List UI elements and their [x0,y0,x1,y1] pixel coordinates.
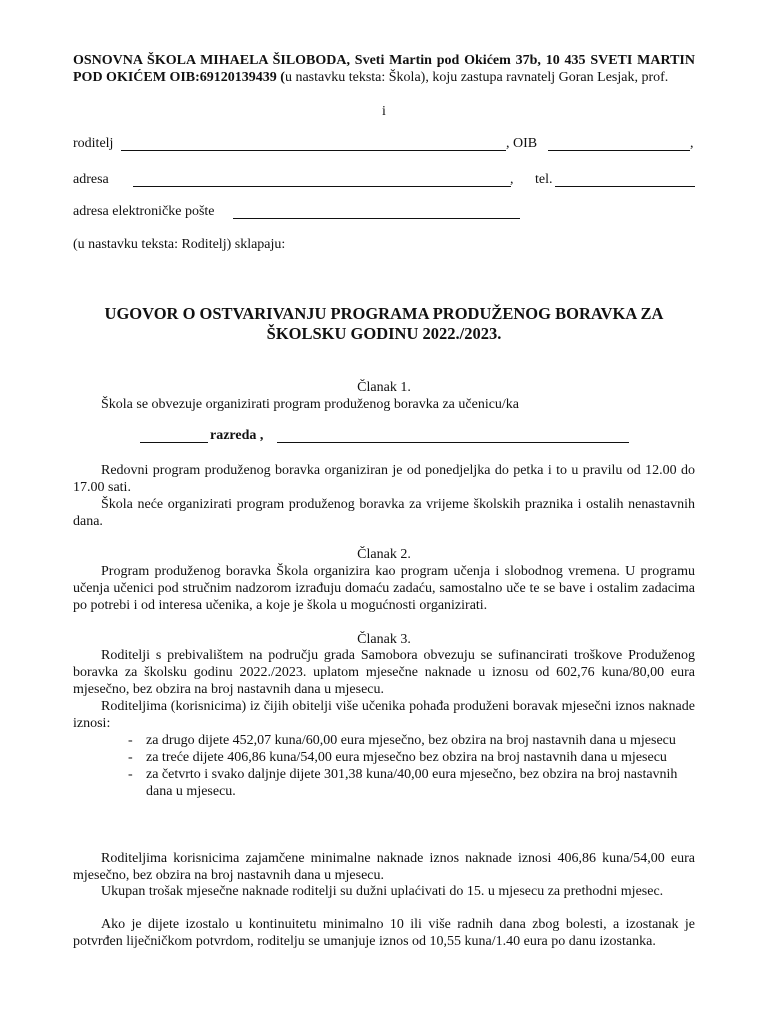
email-label: adresa elektroničke pošte [73,204,215,219]
oib-comma: , [690,136,694,151]
list-item [128,749,688,766]
list-bullet: - [128,767,133,782]
article-2-heading: Članak 2. [357,547,411,562]
list-item-text: za drugo dijete 452,07 kuna/60,00 eura mjesečno, bez obzira na broj nastavnih dana u mjesecu [146,733,676,748]
list-bullet: - [128,750,133,765]
list-item [128,732,688,749]
email-row [73,204,703,222]
student-class-row [73,428,703,446]
list-item-text: za treće dijete 406,86 kuna/54,00 eura mjesečno bez obzira na broj nastavnih dana u mjesecu [146,750,667,765]
title-line-2: ŠKOLSKU GODINU 2022./2023. [266,324,502,343]
article-3-p3: Roditeljima korisnicima zajamčene minimalne naknade iznos naknade iznosi 406,86 kuna/54,00 eura mjesečno, bez obzira na broj nastavnih dana u mjesecu. [73,851,695,883]
parent-oib-row [73,136,703,154]
list-item [128,766,688,800]
email-field[interactable] [233,218,520,219]
article-3-p5: Ako je dijete izostalo u kontinuitetu minimalno 10 ili više radnih dana zbog bolesti, a izostanak je potvrđen liječničkom potvrdom, roditelju se umanjuje iznos od 10,55 kuna/1.40 eura po danu izostanka. [73,917,695,949]
parent-name-field[interactable] [121,150,506,151]
phone-label: tel. [535,172,553,187]
conjunction-line [73,103,695,120]
article-2-p1: Program produženog boravka Škola organizira kao program učenja i slobodnog vremena. U programu učenja učenici pod stručnim nadzorom izrađuju domaću zadaću, samostalno uče te se bave i ostalim zadacima po potrebi i od interesa učenika, a koje je škola u mogućnosti organizirati. [73,564,695,613]
discount-list [128,732,688,800]
contract-title [60,304,708,344]
class-field[interactable] [140,442,208,443]
school-name-bold: OSNOVNA ŠKOLA MIHAELA ŠILOBODA, Sveti Martin pod Okićem 37b, 10 435 SVETI MARTIN POD OKIĆEM OIB:69120139439 ( [73,53,695,85]
oib-label: , OIB [506,136,538,151]
article-3-heading: Članak 3. [357,632,411,647]
student-name-field[interactable] [277,442,629,443]
school-party-paragraph [73,52,695,86]
article-3-p1: Roditelji s prebivalištem na području grada Samobora obvezuju se sufinancirati troškove Produženog boravka za školsku godinu 2022./2023. uplatom mjesečne naknade u iznosu od 602,76 kuna/80,00 eura mjesečno, bez obzira na broj nastavnih dana u mjesecu. [73,648,695,697]
phone-field[interactable] [555,186,695,187]
class-label: razreda , [210,428,264,443]
list-bullet: - [128,733,133,748]
closing-text: (u nastavku teksta: Roditelj) sklapaju: [73,237,286,252]
article-1-heading: Članak 1. [357,380,411,395]
parent-label: roditelj [73,136,114,151]
address-field[interactable] [133,186,511,187]
address-comma: , [510,172,514,187]
conjunction-text: i [382,104,386,119]
parent-closing-line [73,236,695,253]
address-label: adresa [73,172,109,187]
article-3-p4: Ukupan trošak mjesečne naknade roditelji su dužni uplaćivati do 15. u mjesecu za prethodni mjesec. [101,884,664,899]
oib-field[interactable] [548,150,690,151]
address-phone-row [73,172,703,190]
article-3-p2: Roditeljima (korisnicima) iz čijih obitelji više učenika pohađa produženi boravak mjesečni iznos naknade iznosi: [73,699,695,731]
title-line-1: UGOVOR O OSTVARIVANJU PROGRAMA PRODUŽENOG BORAVKA ZA [104,304,664,323]
school-representative: u nastavku teksta: Škola), koju zastupa ravnatelj Goran Lesjak, prof. [284,70,669,85]
list-item-text: za četvrto i svako daljnje dijete 301,38 kuna/40,00 eura mjesečno, bez obzira na broj nastavnih dana u mjesecu. [146,767,678,799]
article-1-p3: Škola neće organizirati program produženog boravka za vrijeme školskih praznika i ostalih nenastavnih dana. [73,497,695,529]
article-1-p1: Škola se obvezuje organizirati program produženog boravka za učenicu/ka [101,397,520,412]
article-1-p2: Redovni program produženog boravka organiziran je od ponedjeljka do petka i to u pravilu od 12.00 do 17.00 sati. [73,463,695,495]
